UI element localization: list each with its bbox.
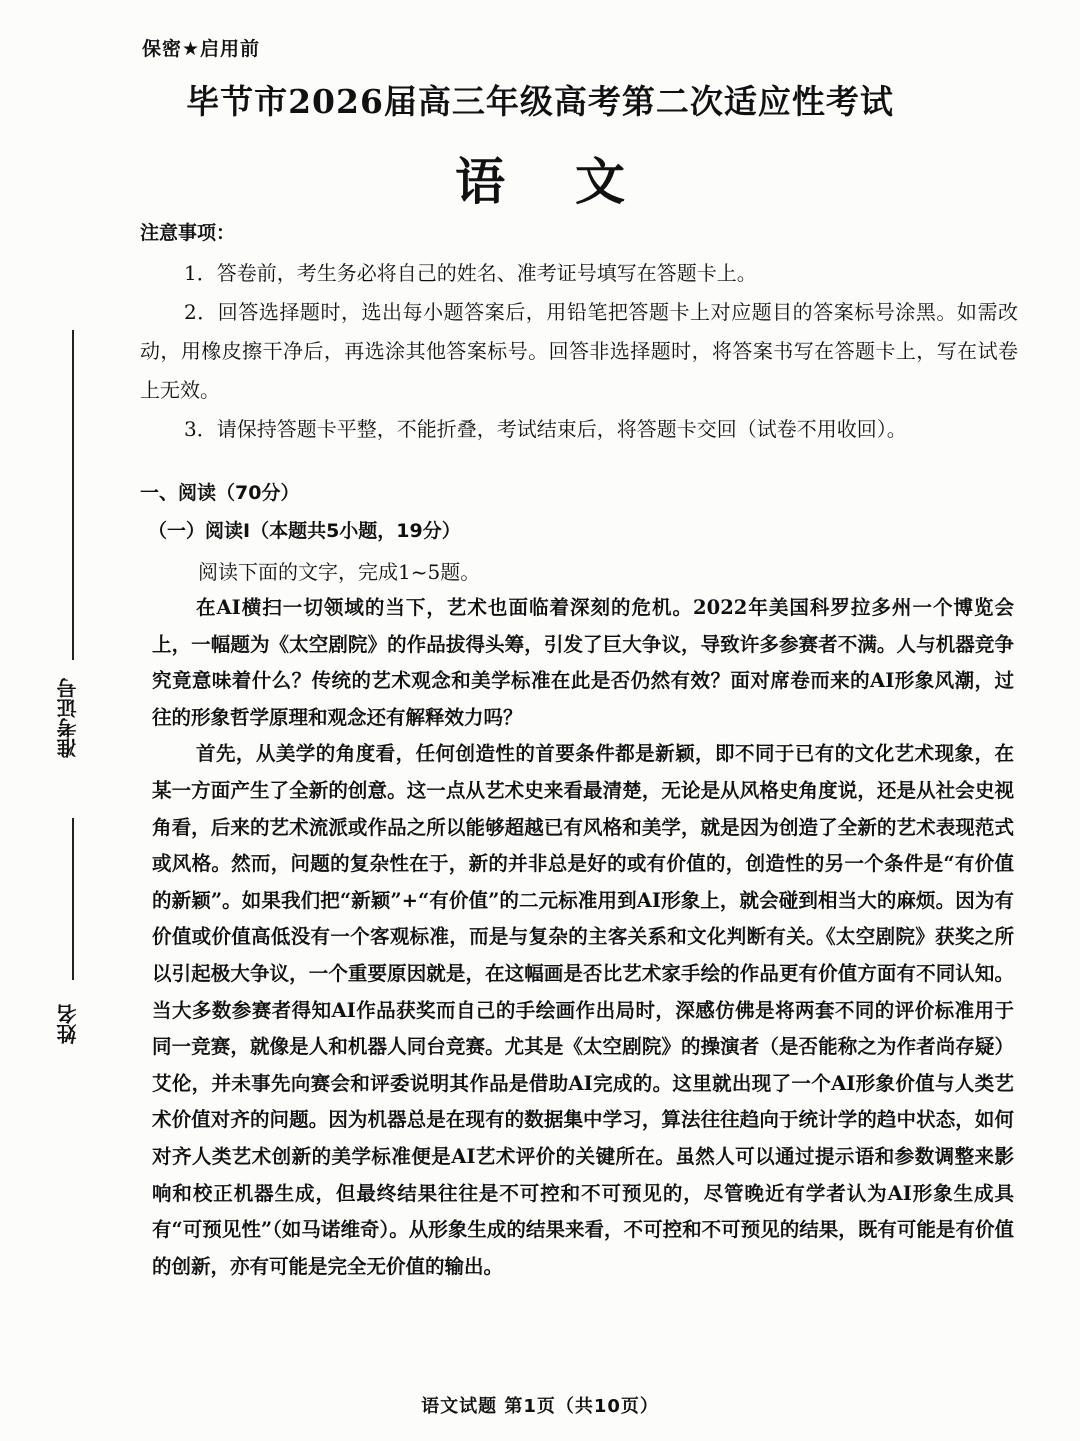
page-footer: 语文试题 第1页（共10页）	[421, 1396, 659, 1417]
confidential-mark: 保密★启用前	[142, 38, 261, 60]
subject-char-1: 语	[455, 153, 505, 211]
reading-instruction: 阅读下面的文字，完成1~5题。	[198, 560, 481, 584]
name-label: 姓名	[56, 1004, 80, 1044]
notice-item: 2．回答选择题时，选出每小题答案后，用铅笔把答题卡上对应题目的答案标号涂黑。如需改动，用橡皮擦干净后，再选涂其他答案标号。回答非选择题时，将答案书写在答题卡上，写在试卷上无效。	[140, 300, 1018, 402]
id-number-line-bottom	[72, 818, 74, 980]
notice-item: 3．请保持答题卡平整，不能折叠，考试结束后，将答题卡交回（试卷不用收回）。	[184, 417, 907, 441]
subject-title	[0, 142, 1080, 214]
id-number-label: 准考证号	[56, 678, 80, 758]
reading-passage	[152, 590, 1014, 1285]
subject-char-2: 文	[575, 153, 625, 211]
exam-title: 毕节市2026届高三年级高考第二次适应性考试	[186, 82, 894, 121]
notice-list	[140, 254, 1018, 449]
id-number-line-top	[72, 330, 74, 660]
subsection-title: （一）阅读Ⅰ（本题共5小题，19分）	[148, 520, 461, 542]
passage-paragraph: 首先，从美学的角度看，任何创造性的首要条件都是新颖，即不同于已有的文化艺术现象，在某一方面产生了全新的创意。这一点从艺术史来看最清楚，无论是从风格史角度说，还是从社会史视角看，后来的艺术流派或作品之所以能够超越已有风格和美学，就是因为创造了全新的艺术表现范式或风格。然而，问题的复杂性在于，新的并非总是好的或有价值的，创造性的另一个条件是“有价值的新颖”。如果我们把“新颖”+“有价值”的二元标准用到AI形象上，就会碰到相当大的麻烦。因为有价值或价值高低没有一个客观标准，而是与复杂的主客关系和文化判断有关。《太空剧院》获奖之所以引起极大争议，一个重要原因就是，在这幅画是否比艺术家手绘的作品更有价值方面有不同认知。当大多数参赛者得知AI作品获奖而自己的手绘画作出局时，深感仿佛是将两套不同的评价标准用于同一竞赛，就像是人和机器人同台竞赛。尤其是《太空剧院》的操演者（是否能称之为作者尚存疑）艾伦，并未事先向赛会和评委说明其作品是借助AI完成的。这里就出现了一个AI形象价值与人类艺术价值对齐的问题。因为机器总是在现有的数据集中学习，算法往往趋向于统计学的趋中状态，如何对齐人类艺术创新的美学标准便是AI艺术评价的关键所在。虽然人可以通过提示语和参数调整来影响和校正机器生成，但最终结果往往是不可控和不可预见的，尽管晚近有学者认为AI形象生成具有“可预见性”（如马诺维奇）。从形象生成的结果来看，不可控和不可预见的结果，既有可能是有价值的创新，亦有可能是完全无价值的输出。	[152, 742, 1014, 1278]
passage-paragraph: 在AI横扫一切领域的当下，艺术也面临着深刻的危机。2022年美国科罗拉多州一个博览会上，一幅题为《太空剧院》的作品拔得头筹，引发了巨大争议，导致许多参赛者不满。人与机器竞争究竟意味着什么？传统的艺术观念和美学标准在此是否仍然有效？面对席卷而来的AI形象风潮，过往的形象哲学原理和观念还有解释效力吗？	[152, 596, 1014, 729]
section-title: 一、阅读（70分）	[140, 482, 300, 504]
notice-heading: 注意事项：	[140, 222, 236, 244]
notice-item: 1．答卷前，考生务必将自己的姓名、准考证号填写在答题卡上。	[184, 261, 757, 285]
